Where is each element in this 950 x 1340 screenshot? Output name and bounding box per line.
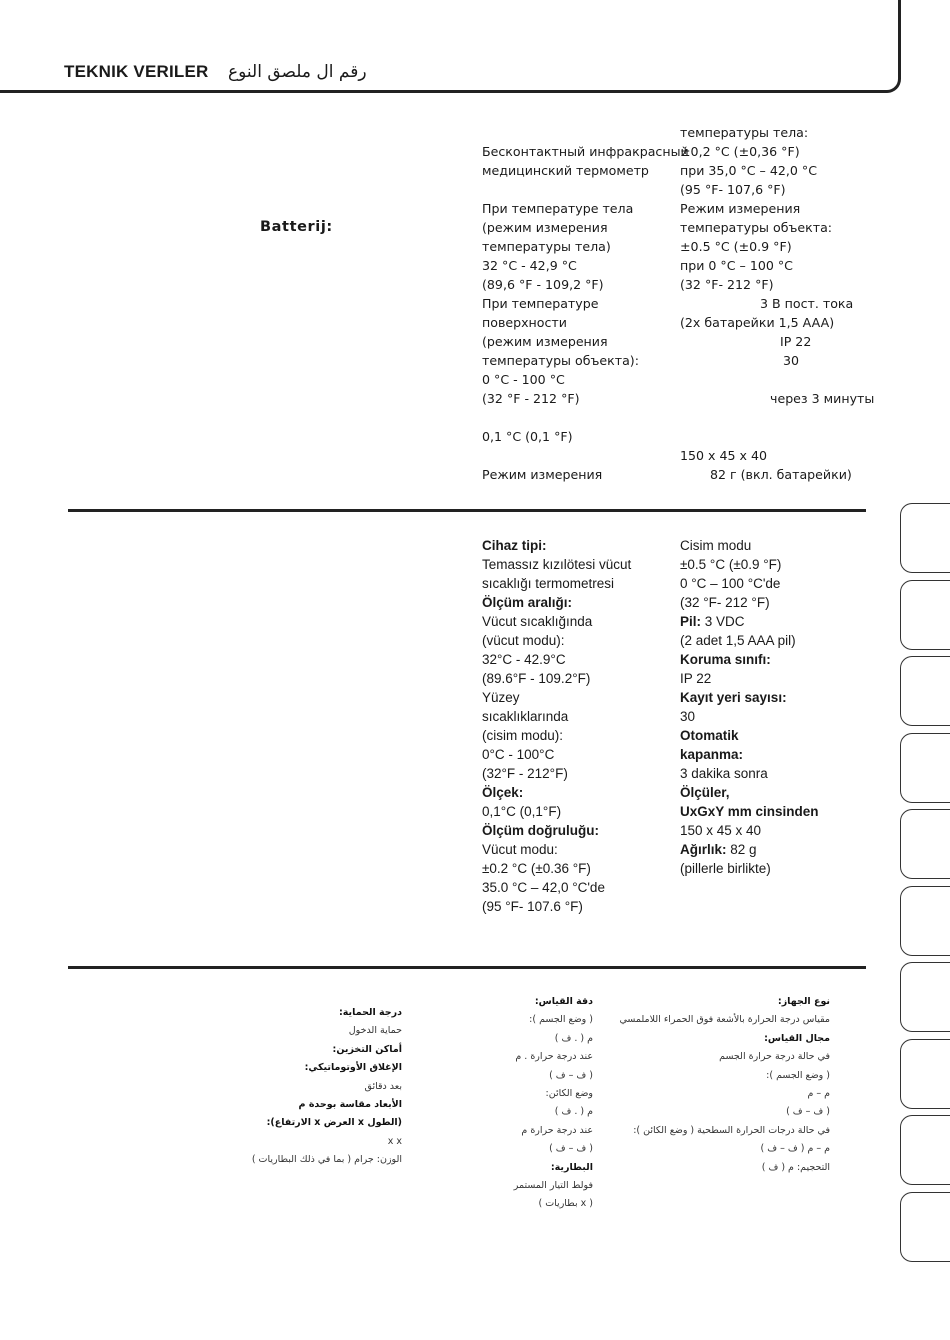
spec-line: температуры объекта:	[680, 220, 833, 235]
spec-line: (режим измерения	[482, 334, 608, 349]
spec-line: (32 °F - 212 °F)	[482, 391, 580, 406]
arabic-spec-column-middle	[514, 993, 593, 1214]
spec-line: نوع الجهاز:	[777, 996, 830, 1007]
spec-line: (32°F - 212°F)	[482, 766, 568, 781]
spec-line: 30	[783, 353, 800, 368]
spec-line: الأبعاد مقاسة بوحدة م	[298, 1098, 402, 1110]
spec-line: (vücut modu):	[482, 633, 565, 648]
spec-line: دقة القياس:	[534, 996, 593, 1007]
russian-spec-column-left	[482, 123, 689, 484]
spec-line: الوزن: جرام ( بما في ذلك البطاريات )	[251, 1154, 402, 1166]
spec-line: Yüzey	[482, 690, 520, 705]
spec-line: IP 22	[680, 671, 712, 686]
turkish-spec-column-right	[680, 536, 819, 878]
spec-line	[680, 408, 874, 427]
spec-line: 0°C - 100°C	[482, 747, 555, 762]
spec-line: 32°C - 42.9°C	[482, 652, 566, 667]
spec-line: Режим измерения	[482, 467, 603, 482]
spec-line: م ( . ف )	[554, 1106, 593, 1118]
spec-line	[482, 446, 689, 465]
spec-line: (2 adet 1,5 AAA pil)	[680, 633, 796, 648]
spec-line: температуры объекта):	[482, 353, 639, 368]
spec-line: (32 °F- 212 °F)	[680, 277, 774, 292]
spec-line: При температуре	[482, 296, 599, 311]
spec-line	[680, 427, 874, 446]
spec-line: عند درجة حرارة م	[521, 1124, 593, 1136]
spec-line: 150 x 45 x 40	[680, 823, 762, 838]
spec-line	[680, 612, 819, 631]
spec-line: температуры тела:	[680, 125, 809, 140]
spec-line: (89.6°F - 109.2°F)	[482, 671, 591, 686]
spec-label: Ağırlık:	[680, 842, 731, 857]
spec-line: فولط التيار المستمر	[513, 1179, 593, 1191]
spec-line	[482, 180, 689, 199]
spec-line: UxGxY mm cinsinden	[680, 804, 819, 819]
spec-line: درجة الحماية:	[339, 1007, 402, 1018]
language-tab[interactable]	[900, 1115, 950, 1185]
page-title: TEKNIK VERILER	[64, 62, 209, 81]
spec-line: ±0.5 °C (±0.9 °F)	[680, 557, 782, 572]
spec-line: (الطول x العرض x الارتفاع):	[266, 1117, 402, 1129]
spec-line	[680, 840, 819, 859]
spec-line: Otomatik	[680, 728, 739, 743]
spec-line: ±0.2 °C (±0.36 °F)	[482, 861, 591, 876]
section-divider	[68, 509, 866, 512]
spec-line: sıcaklıklarında	[482, 709, 569, 724]
language-tab[interactable]	[900, 503, 950, 573]
language-tab[interactable]	[900, 1192, 950, 1262]
spec-line: sıcaklığı termometresi	[482, 576, 615, 591]
spec-value: 3 VDC	[704, 614, 745, 629]
spec-value: 82 g	[730, 842, 757, 857]
spec-line: Ölçüm doğruluğu:	[482, 823, 599, 838]
spec-line: Vücut sıcaklığında	[482, 614, 593, 629]
spec-line: Ölçek:	[482, 785, 524, 800]
spec-line: Koruma sınıfı:	[680, 652, 771, 667]
spec-line: 3 dakika sonra	[680, 766, 768, 781]
spec-line: Бесконтактный инфракрасный	[482, 144, 689, 159]
spec-line: Vücut modu:	[482, 842, 558, 857]
spec-line: بعد دقائق	[364, 1080, 402, 1092]
spec-line: Cihaz tipi:	[482, 538, 547, 553]
spec-line: 3 В пост. тока	[760, 296, 854, 311]
spec-line: ±0.5 °C (±0.9 °F)	[680, 239, 792, 254]
spec-line: 0 °C – 100 °C'de	[680, 576, 781, 591]
spec-line: 82 г (вкл. батарейки)	[710, 467, 852, 482]
arabic-spec-column-left	[252, 1004, 402, 1170]
spec-line: مقياس درجة الحرارة بالأشعة فوق الحمراء اللاملمسي	[619, 1014, 830, 1026]
spec-line	[482, 408, 689, 427]
spec-line: через 3 минуты	[770, 391, 875, 406]
spec-line: (95 °F- 107,6 °F)	[680, 182, 786, 197]
language-tab[interactable]	[900, 733, 950, 803]
spec-line	[482, 123, 689, 142]
spec-label: Pil:	[680, 614, 705, 629]
spec-line: ( وضع الجسم ):	[766, 1069, 830, 1081]
spec-line: في حالة درجات الحرارة السطحية ( وضع الكائن ):	[633, 1124, 830, 1136]
spec-line: م ( . ف )	[554, 1032, 593, 1044]
spec-line: ( ف – ف )	[786, 1106, 830, 1118]
battery-label: Batterij:	[260, 219, 333, 235]
spec-line: (95 °F- 107.6 °F)	[482, 899, 583, 914]
spec-line: عند درجة حرارة . م	[515, 1051, 593, 1063]
spec-line: 30	[680, 709, 696, 724]
spec-line: Режим измерения	[680, 201, 801, 216]
spec-line: ( x بطاريات )	[538, 1198, 593, 1210]
spec-line: م – م ( ف – ف )	[760, 1143, 830, 1155]
spec-line: IP 22	[780, 334, 812, 349]
spec-line: температуры тела)	[482, 239, 611, 254]
russian-spec-column-right	[680, 123, 874, 484]
spec-line: الإغلاق الأوتوماتيكي:	[304, 1062, 402, 1074]
spec-line: ( ف – ف )	[549, 1143, 593, 1155]
section-divider	[68, 966, 866, 969]
language-tab[interactable]	[900, 809, 950, 879]
spec-line: 32 °C - 42,9 °C	[482, 258, 577, 273]
spec-line: التحجيم: م ( ف )	[761, 1161, 830, 1173]
spec-line: (89,6 °F - 109,2 °F)	[482, 277, 604, 292]
spec-line: медицинский термометр	[482, 163, 649, 178]
language-tab[interactable]	[900, 886, 950, 956]
turkish-spec-column-left	[482, 536, 631, 916]
spec-line: при 0 °C – 100 °C	[680, 258, 793, 273]
spec-line: Temassız kızılötesi vücut	[482, 557, 632, 572]
page-title-arabic: رقم ال ملصق النوع	[228, 62, 367, 82]
spec-line: أماكن التخزين:	[332, 1043, 402, 1055]
spec-line: поверхности	[482, 315, 567, 330]
language-tab[interactable]	[900, 580, 950, 650]
spec-line: При температуре тела	[482, 201, 634, 216]
spec-line: 0,1 °C (0,1 °F)	[482, 429, 573, 444]
language-tab[interactable]	[900, 1039, 950, 1109]
spec-line: Ölçüler,	[680, 785, 730, 800]
spec-line: البطارية:	[550, 1161, 593, 1173]
spec-line: مجال القياس:	[764, 1032, 830, 1044]
spec-line: 0 °C - 100 °C	[482, 372, 565, 387]
spec-line: م – م	[807, 1087, 830, 1099]
spec-line: 150 x 45 x 40	[680, 448, 768, 463]
spec-line: x x	[387, 1135, 402, 1147]
spec-line: (cisim modu):	[482, 728, 564, 743]
spec-line: 0,1°C (0,1°F)	[482, 804, 562, 819]
spec-line	[680, 370, 874, 389]
spec-line: Kayıt yeri sayısı:	[680, 690, 787, 705]
spec-line: kapanma:	[680, 747, 744, 762]
spec-line: (2x батарейки 1,5 AAA)	[680, 315, 835, 330]
spec-line: ±0,2 °C (±0,36 °F)	[680, 144, 800, 159]
spec-line: وضع الكائن:	[545, 1087, 593, 1099]
spec-line: (32 °F- 212 °F)	[680, 595, 770, 610]
spec-line: (режим измерения	[482, 220, 608, 235]
language-tab[interactable]	[900, 656, 950, 726]
spec-line: 35.0 °C – 42,0 °C'de	[482, 880, 605, 895]
spec-line: при 35,0 °C – 42,0 °C	[680, 163, 817, 178]
spec-line: Cisim modu	[680, 538, 752, 553]
spec-line: ( ف – ف )	[549, 1069, 593, 1081]
language-tab[interactable]	[900, 962, 950, 1032]
arabic-spec-column-right	[619, 993, 830, 1177]
spec-line: في حالة درجة حرارة الجسم	[719, 1051, 830, 1063]
spec-line: ( وضع الجسم ):	[529, 1014, 593, 1026]
spec-line: (pillerle birlikte)	[680, 861, 771, 876]
spec-line: Ölçüm aralığı:	[482, 595, 573, 610]
spec-line: حماية الدخول	[348, 1025, 402, 1037]
